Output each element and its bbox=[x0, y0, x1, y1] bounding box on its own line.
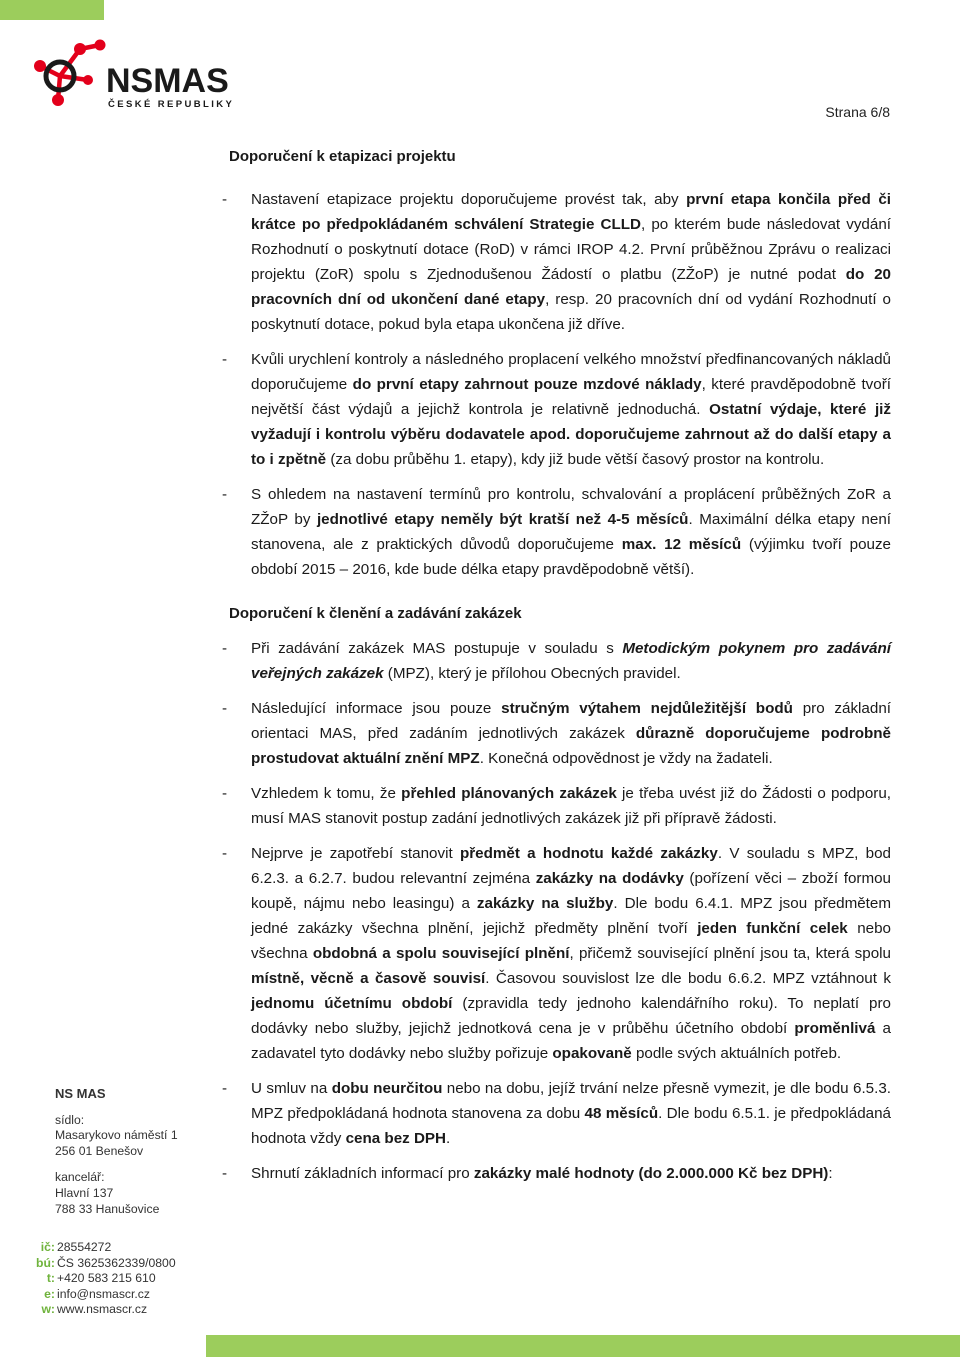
bullet-text-run: . Dle bodu 6.4.1. MPZ jsou předmětem jedné zakázky všechna plnění, jejichž předměty plnění tvoří bbox=[251, 895, 891, 937]
bullet-text-run: (MPZ), který je přílohou Obecných pravidel. bbox=[383, 665, 681, 682]
seat-block bbox=[55, 1113, 215, 1160]
bullet-text-run: . V souladu s MPZ, bod 6.2.3. a 6.2.7. budou relevantní zejména bbox=[251, 845, 891, 887]
bullet-text-run: do 20 pracovních dní od ukončení dané etapy bbox=[251, 266, 892, 308]
bullet-text-run: jednotlivé etapy neměly být kratší než 4-5 měsíců bbox=[316, 511, 689, 528]
bullet-text-run: podle svých aktuálních potřeb. bbox=[631, 1045, 842, 1062]
bullet-item bbox=[222, 482, 891, 582]
section-zakazky-list bbox=[222, 636, 892, 1186]
bullet-text-run: zakázky na dodávky bbox=[535, 870, 684, 887]
contact-value[interactable]: info@nsmascr.cz bbox=[57, 1286, 150, 1301]
bullet-text-run: Nastavení etapizace projektu doporučujeme provést tak, aby bbox=[251, 191, 687, 208]
bullet-text-run: jednomu účetnímu období bbox=[251, 995, 453, 1012]
bullet-text-run: proměnlivá bbox=[794, 1020, 876, 1037]
contact-label: t: bbox=[46, 1271, 55, 1286]
bullet-text-run: je třeba uvést již do Žádosti o podporu, musí MAS stanovit postup zadání jednotlivých zakázek již při přípravě žádosti. bbox=[251, 785, 891, 827]
bullet-text-run: Při zadávání zakázek MAS postupuje v souladu s bbox=[251, 640, 623, 657]
section-heading-zakazky: Doporučení k členění a zadávání zakázek bbox=[229, 605, 522, 622]
bullet-text-run: (pořízení věci – zboží formou koupě, nájmu nebo leasingu) a bbox=[251, 870, 892, 912]
contact-label: e: bbox=[44, 1286, 55, 1301]
bullet-item bbox=[222, 696, 892, 771]
bullet-item bbox=[222, 781, 891, 831]
bullet-dash: - bbox=[222, 845, 228, 862]
bullet-item bbox=[222, 347, 891, 472]
contact-row bbox=[34, 1256, 176, 1272]
section-etapizace-list bbox=[222, 187, 892, 582]
bullet-text-run: , přičemž související plnění jsou ta, která spolu bbox=[569, 945, 891, 962]
seat-label: sídlo: bbox=[55, 1112, 85, 1127]
bullet-text-run: , po kterém bude následovat vydání Rozhodnutí o poskytnutí dotace (RoD) v rámci IROP 4.2. První průběžnou Zprávu o realizaci projektu (ZoR) spolu s Zjednodušenou Žádostí o platbu (ZŽoP) je nutné podat bbox=[251, 216, 891, 283]
contact-label: ič: bbox=[40, 1240, 55, 1254]
org-name: NS MAS bbox=[55, 1086, 106, 1101]
office-line2: 788 33 Hanušovice bbox=[55, 1201, 160, 1216]
svg-text:ČESKÉ REPUBLIKY: ČESKÉ REPUBLIKY bbox=[108, 99, 235, 110]
bottom-accent-bar bbox=[206, 1335, 960, 1357]
bullet-item bbox=[222, 1076, 891, 1151]
office-label: kancelář: bbox=[55, 1170, 105, 1185]
bullet-text-run: opakovaně bbox=[552, 1045, 632, 1062]
bullet-text-run: 48 měsíců bbox=[584, 1105, 659, 1122]
footer-address bbox=[55, 1086, 215, 1228]
bullet-item bbox=[222, 636, 891, 686]
contact-row bbox=[34, 1240, 176, 1256]
contact-label: w: bbox=[41, 1302, 55, 1317]
contact-row bbox=[34, 1302, 176, 1318]
svg-text:NSMAS: NSMAS bbox=[106, 62, 229, 100]
bullet-text-run: . Konečná odpovědnost je vždy na žadateli. bbox=[479, 750, 773, 767]
bullet-text-run: max. 12 měsíců bbox=[621, 536, 742, 553]
bullet-text-run: Shrnutí základních informací pro bbox=[251, 1165, 474, 1182]
bullet-dash: - bbox=[222, 700, 228, 717]
bullet-text-run: (za dobu průběhu 1. etapy), kdy již bude větší časový prostor na kontrolu. bbox=[326, 451, 825, 468]
office-block bbox=[55, 1170, 215, 1217]
bullet-text-run: . Dle bodu 6.5.1. je předpokládaná hodnota vždy bbox=[251, 1105, 891, 1147]
bullet-text-run: předmět a hodnotu každé zakázky bbox=[459, 845, 718, 862]
bullet-text-run: pro základní orientaci MAS, před zadáním jednotlivých zakázek bbox=[251, 700, 891, 742]
bullet-dash: - bbox=[222, 1080, 228, 1097]
bullet-text-run: Vzhledem k tomu, že bbox=[251, 785, 402, 802]
bullet-text-run: . Časovou souvislost lze dle bodu 6.6.2. MPZ vztáhnout k bbox=[485, 970, 891, 987]
bullet-dash: - bbox=[222, 191, 228, 208]
seat-line2: 256 01 Benešov bbox=[55, 1143, 144, 1158]
bullet-text-run: do první etapy zahrnout pouze mzdové náklady bbox=[352, 376, 702, 393]
contact-value[interactable]: www.nsmascr.cz bbox=[57, 1302, 148, 1317]
bullet-text-run: U smluv na bbox=[251, 1080, 332, 1097]
bullet-text-run: S ohledem na nastavení termínů pro kontrolu, schvalování a proplácení průběžných ZoR a ZŽoP by bbox=[251, 486, 891, 528]
page-number: Strana 6/8 bbox=[825, 104, 890, 120]
nsmas-logo bbox=[18, 36, 248, 116]
seat-line1: Masarykovo náměstí 1 bbox=[55, 1128, 178, 1143]
bullet-text-run: nebo všechna bbox=[251, 920, 891, 962]
bullet-text-run: dobu neurčitou bbox=[331, 1080, 443, 1097]
main-content bbox=[222, 148, 892, 1186]
bullet-dash: - bbox=[222, 640, 228, 657]
bullet-text-run: (výjimku tvoří pouze období 2015 – 2016, kde bude délka etapy pravděpodobně větší). bbox=[251, 536, 891, 578]
bullet-text-run: zakázky na služby bbox=[476, 895, 614, 912]
bullet-text-run: a zadavatel tyto dodávky nebo služby pořizuje bbox=[251, 1020, 891, 1062]
bullet-text-run: . Maximální délka etapy není stanovena, ale z praktických důvodů doporučujeme bbox=[251, 511, 891, 553]
contact-row bbox=[34, 1271, 176, 1287]
bullet-dash: - bbox=[222, 1165, 228, 1182]
bullet-text-run: důrazně doporučujeme podrobně prostudovat aktuální znění MPZ bbox=[251, 725, 892, 767]
bullet-text-run: , resp. 20 pracovních dní od vydání Rozhodnutí o poskytnutí dotace, pokud byla etapa ukončena již dříve. bbox=[251, 291, 891, 333]
footer-contacts bbox=[34, 1240, 176, 1318]
contact-label: bú: bbox=[36, 1255, 55, 1270]
contact-value: +420 583 215 610 bbox=[57, 1271, 156, 1286]
bullet-text-run: Metodickým pokynem pro zadávání veřejných zakázek bbox=[251, 640, 891, 682]
bullet-text-run: (zpravidla tedy jednoho kalendářního roku). To neplatí pro dodávky nebo služby, jejichž jednotková cena je v průběhu účetního období bbox=[251, 995, 891, 1037]
contact-value: ČS 3625362339/0800 bbox=[57, 1255, 176, 1270]
bullet-text-run: Ostatní výdaje, které již vyžadují i kontrolu výběru dodavatele apod. doporučujeme zahrnout až do další etapy a to i zpětně bbox=[251, 401, 891, 468]
bullet-text-run: Následující informace jsou pouze bbox=[251, 700, 502, 717]
bullet-text-run: obdobná a spolu související plnění bbox=[312, 945, 570, 962]
bullet-text-run: jeden funkční celek bbox=[697, 920, 848, 937]
bullet-text-run: přehled plánovaných zakázek bbox=[401, 785, 617, 802]
bullet-item bbox=[222, 841, 892, 1066]
top-accent-bar bbox=[0, 0, 104, 20]
bullet-text-run: Nejprve je zapotřebí stanovit bbox=[251, 845, 460, 862]
bullet-text-run: nebo na dobu, jejíž trvání nelze přesně vymezit, je dle bodu 6.5.3. MPZ předpokládaná hodnota stanovena za dobu bbox=[251, 1080, 891, 1122]
contact-value: 28554272 bbox=[57, 1240, 112, 1254]
bullet-text-run: první etapa končila před či krátce po předpokládaném schválení Strategie CLLD bbox=[251, 191, 891, 233]
bullet-text-run: : bbox=[828, 1165, 833, 1182]
bullet-dash: - bbox=[222, 351, 228, 368]
bullet-text-run: Kvůli urychlení kontroly a následného proplacení velkého množství předfinancovaných nákladů doporučujeme bbox=[251, 351, 891, 393]
bullet-text-run: stručným výtahem nejdůležitější bodů bbox=[501, 700, 793, 717]
section-heading-etapizace: Doporučení k etapizaci projektu bbox=[229, 148, 456, 165]
bullet-text-run: , které pravděpodobně tvoří největší část výdajů a jejichž kontrola je relativně jednoduchá. bbox=[251, 376, 891, 418]
bullet-text-run: . bbox=[446, 1130, 451, 1147]
bullet-text-run: místně, věcně a časově souvisí bbox=[251, 970, 486, 987]
bullet-text-run: cena bez DPH bbox=[345, 1130, 447, 1147]
bullet-item bbox=[222, 187, 892, 337]
bullet-dash: - bbox=[222, 785, 228, 802]
bullet-item bbox=[222, 1161, 891, 1186]
office-line1: Hlavní 137 bbox=[55, 1185, 114, 1200]
bullet-text-run: zakázky malé hodnoty (do 2.000.000 Kč bez DPH) bbox=[473, 1165, 829, 1182]
bullet-dash: - bbox=[222, 486, 228, 503]
contact-row bbox=[34, 1287, 176, 1303]
